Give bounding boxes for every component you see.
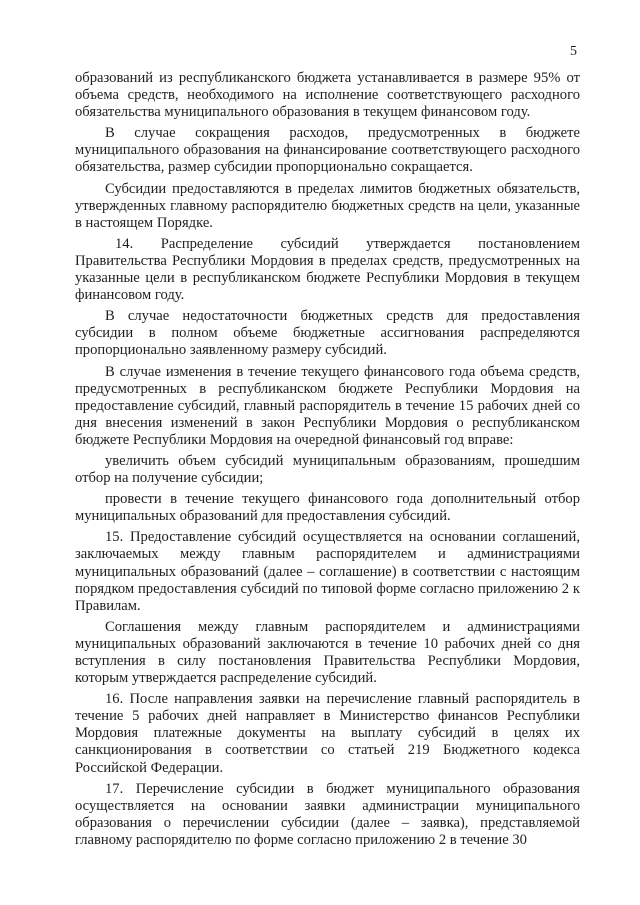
page-number: 5 <box>570 44 577 59</box>
paragraph-17: 17. Перечисление субсидии в бюджет муниципального образования осуществляется на основании заявки администрации муниципального образования о перечислении субсидии (далее – заявка), представляемой главному распорядителю по форме согласно приложению 2 в течение 30 <box>75 780 580 848</box>
paragraph-6: В случае изменения в течение текущего финансового года объема средств, предусмотренных в республиканском бюджете Республики Мордовия на предоставление субсидий, главный распорядитель в течение 15 рабочих дней со дня внесения изменений в закон Республики Мордовия о республиканском бюджете Республики Мордовия на очередной финансовый год вправе: <box>75 363 580 448</box>
paragraph-5: В случае недостаточности бюджетных средств для предоставления субсидии в полном объеме бюджетные ассигнования распределяются пропорционально заявленному размеру субсидий. <box>75 308 580 359</box>
paragraph-15: 15. Предоставление субсидий осуществляется на основании соглашений, заключаемых между главным распорядителем и администрациями муниципальных образований (далее – соглашение) в соответствии с настоящим порядком предоставления субсидий по типовой форме согласно приложению 2 к Правилам. <box>75 529 580 614</box>
paragraph-10: Соглашения между главным распорядителем и администрациями муниципальных образований заключаются в течение 10 рабочих дней со дня вступления в силу постановления Правительства Республики Мордовия, которым утверждается распределение субсидий. <box>75 618 580 687</box>
paragraph-7: увеличить объем субсидий муниципальным образованиям, прошедшим отбор на получение субсидии; <box>75 452 580 487</box>
paragraph-16: 16. После направления заявки на перечисление главный распорядитель в течение 5 рабочих дней направляет в Министерство финансов Республики Мордовия платежные документы на выплату субсидий в целях их санкционирования в соответствии со статьей 219 Бюджетного кодекса Российской Федерации. <box>75 691 580 776</box>
paragraph-2: В случае сокращения расходов, предусмотренных в бюджете муниципального образования на финансирование соответствующего расходного обязательства, размер субсидии пропорционально сокращается. <box>75 125 580 176</box>
paragraph-14: 14. Распределение субсидий утверждается постановлением Правительства Республики Мордовия в пределах средств, предусмотренных на указанные цели в республиканском бюджете Республики Мордовия в текущем финансовом году. <box>75 235 580 304</box>
paragraph-8: провести в течение текущего финансового года дополнительный отбор муниципальных образований для предоставления субсидий. <box>75 491 580 525</box>
paragraph-3: Субсидии предоставляются в пределах лимитов бюджетных обязательств, утвержденных главному распорядителю бюджетных средств на цели, указанные в настоящем Порядке. <box>75 180 580 231</box>
paragraph-1: образований из республиканского бюджета устанавливается в размере 95% от объема средств, необходимого на исполнение соответствующего расходного обязательства муниципального образования в текущем финансовом году. <box>75 70 580 121</box>
